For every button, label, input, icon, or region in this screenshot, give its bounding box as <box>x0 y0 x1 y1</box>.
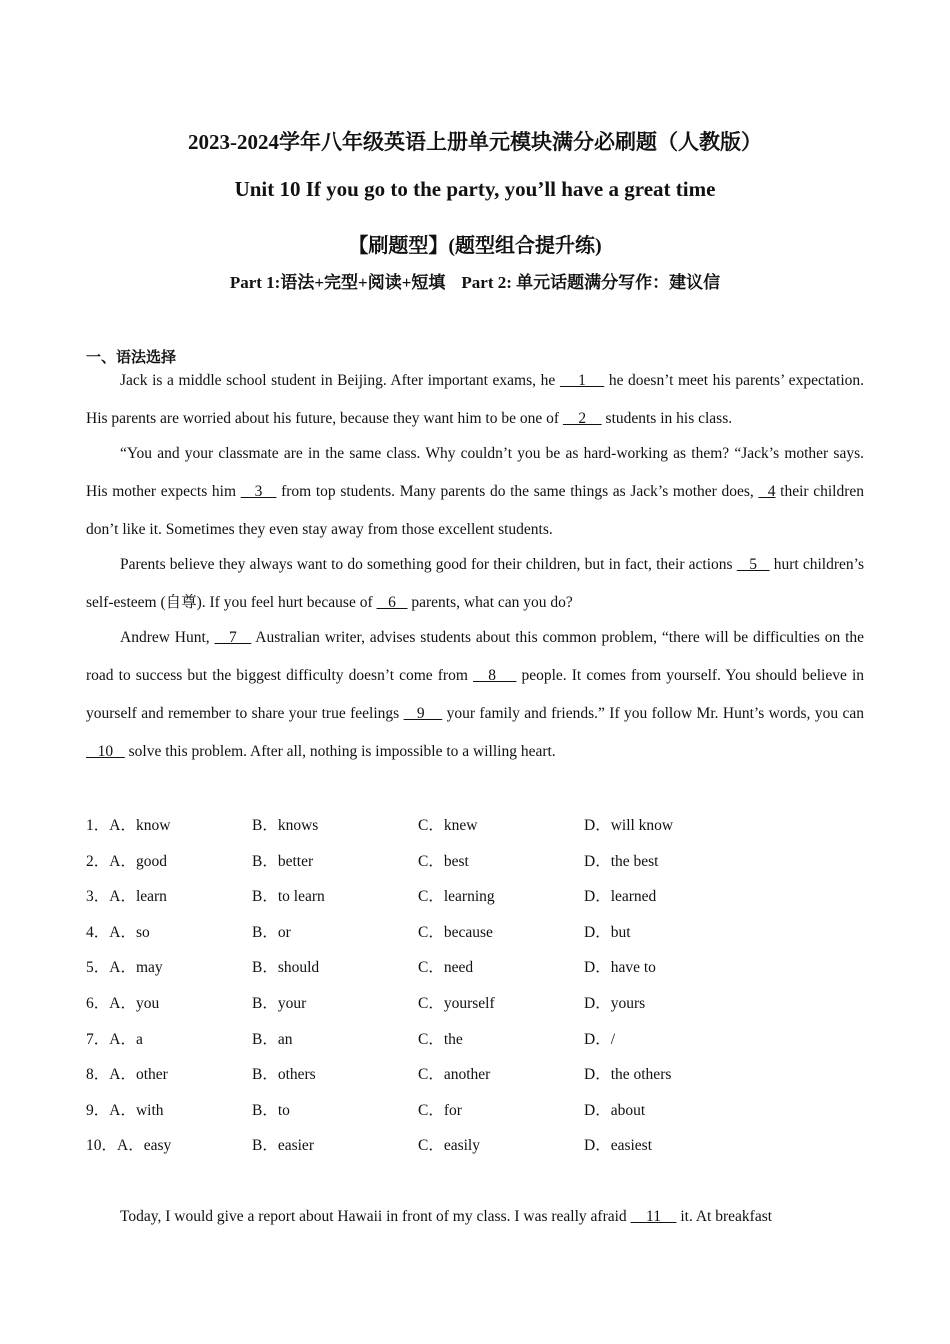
grammar-passage <box>86 362 864 771</box>
paragraph-3: Parents believe they always want to do something good for their children, but in fact, their actions 5 hurt children’s self-esteem (自尊). If you feel hurt because of 6 parents, what can you do? <box>86 556 864 611</box>
option-c: C．yourself <box>418 994 495 1012</box>
option-a: 9．A．with <box>86 1101 164 1119</box>
option-c: C．learning <box>418 888 495 906</box>
blank-11: 11 <box>630 1208 677 1225</box>
blank-9: 9 <box>403 705 443 722</box>
option-d: D．will know <box>584 817 674 834</box>
option-a: 7．A．a <box>86 1030 143 1048</box>
option-b: B．should <box>252 959 320 977</box>
option-row <box>86 1057 886 1093</box>
unit-title: Unit 10 If you go to the party, you’ll have a great time <box>234 177 716 201</box>
option-c: C．another <box>418 1066 491 1084</box>
option-d: D．the best <box>584 852 659 870</box>
option-c: C．for <box>418 1101 462 1119</box>
option-row <box>86 844 886 880</box>
option-c: C．best <box>418 852 469 870</box>
blank-7: 7 <box>214 629 252 646</box>
parts-line <box>0 268 950 293</box>
option-row <box>86 950 886 986</box>
option-a: 2．A．good <box>86 852 167 870</box>
option-a: 8．A．other <box>86 1066 168 1084</box>
option-c: C．because <box>418 923 493 941</box>
option-c: C．knew <box>418 817 478 834</box>
option-row <box>86 986 886 1022</box>
answer-options <box>86 808 886 1164</box>
option-row <box>86 1128 886 1164</box>
option-d: D．/ <box>584 1030 616 1048</box>
option-d: D．easiest <box>584 1137 653 1155</box>
part1-label: Part 1:语法+完型+阅读+短填 <box>229 273 446 292</box>
blank-3: 3 <box>240 483 277 500</box>
option-b: B．an <box>252 1030 293 1048</box>
option-a: 5．A．may <box>86 959 163 977</box>
blank-6: 6 <box>376 594 408 611</box>
option-c: C．the <box>418 1030 463 1048</box>
option-a: 6．A．you <box>86 994 160 1012</box>
option-c: C．need <box>418 959 474 977</box>
option-b: B．your <box>252 994 307 1012</box>
option-d: D．the others <box>584 1066 672 1084</box>
option-b: B．others <box>252 1066 316 1084</box>
option-b: B．knows <box>252 817 319 834</box>
blank-2: 2 <box>562 410 602 427</box>
option-d: D．yours <box>584 994 646 1012</box>
option-b: B．easier <box>252 1137 314 1155</box>
blank-4: 4 <box>758 483 776 500</box>
option-a: 1．A．know <box>86 817 171 834</box>
blank-10: 10 <box>86 743 125 760</box>
option-row <box>86 1022 886 1058</box>
option-b: B．or <box>252 923 291 941</box>
option-d: D．but <box>584 923 631 941</box>
option-a: 4．A．so <box>86 923 150 941</box>
part2-label: Part 2: 单元话题满分写作：建议信 <box>461 273 721 292</box>
section-heading: 一、语法选择 <box>86 348 177 366</box>
option-row <box>86 879 886 915</box>
cloze-passage <box>86 1198 864 1236</box>
option-row <box>86 808 886 844</box>
blank-8: 8 <box>472 667 517 684</box>
option-d: D．about <box>584 1101 646 1119</box>
option-a: 10．A．easy <box>86 1137 172 1155</box>
paragraph-4: Andrew Hunt, 7 Australian writer, advises students about this common problem, “there will be difficulties on the road to success but the biggest difficulty doesn’t come from 8 people. It comes from yourself. You should believe in yourself and remember to share your true feelings 9 your family and friends.” If you follow Mr. Hunt’s words, you can 10 solve this problem. After all, nothing is impossible to a willing heart. <box>86 629 865 760</box>
paragraph-5: Today, I would give a report about Hawaii in front of my class. I was really afraid 11 it. At breakfast <box>120 1208 773 1225</box>
blank-1: 1 <box>559 372 605 389</box>
paragraph-2: “You and your classmate are in the same class. Why couldn’t you be as hard-working as them? “Jack’s mother says. His mother expects him 3 from top students. Many parents do the same things as Jack’s mother does, 4 their children don’t like it. Sometimes they even stay away from those excellent students. <box>86 445 864 538</box>
option-d: D．learned <box>584 888 657 906</box>
option-b: B．to learn <box>252 888 325 906</box>
option-row <box>86 1093 886 1129</box>
blank-5: 5 <box>736 556 770 573</box>
document-title: 2023-2024学年八年级英语上册单元模块满分必刷题（人教版） <box>188 130 762 154</box>
option-row <box>86 915 886 951</box>
option-d: D．have to <box>584 959 656 977</box>
option-c: C．easily <box>418 1137 480 1155</box>
paragraph-1: Jack is a middle school student in Beijing. After important exams, he 1 he doesn’t meet his parents’ expectation. His parents are worried about his future, because they want him to be one of 2 students in his class. <box>86 372 864 427</box>
option-a: 3．A．learn <box>86 888 167 906</box>
option-b: B．to <box>252 1101 290 1119</box>
option-b: B．better <box>252 852 314 870</box>
exercise-type: 【刷题型】(题型组合提升练) <box>348 235 602 257</box>
